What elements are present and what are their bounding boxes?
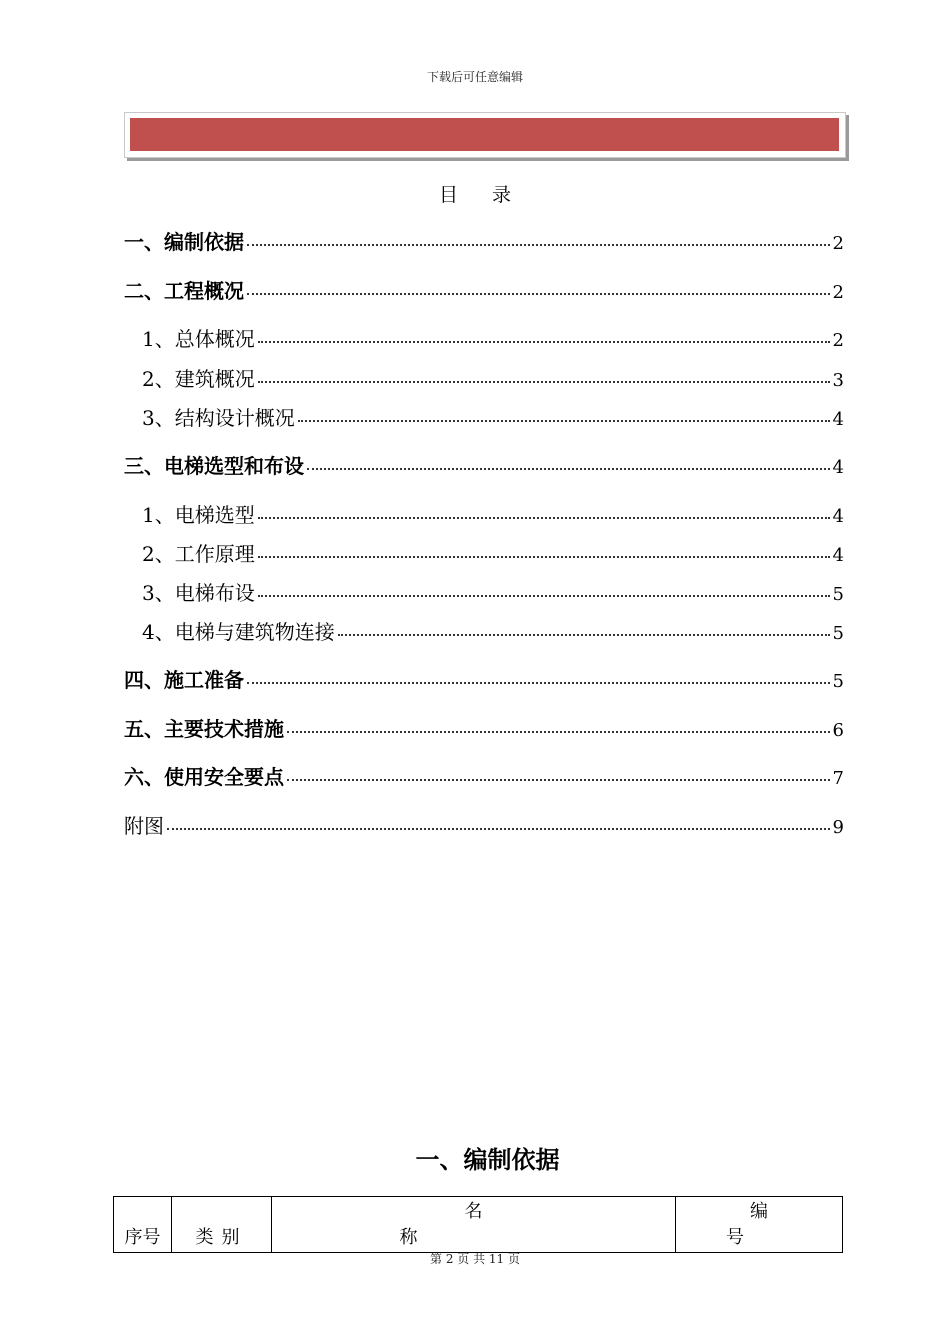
toc-entry-page: 7 bbox=[832, 768, 844, 789]
toc-leader-dots bbox=[258, 517, 830, 519]
toc-leader-dots bbox=[287, 731, 830, 733]
toc-entry[interactable] bbox=[142, 538, 844, 566]
toc-entry[interactable] bbox=[142, 323, 844, 351]
table-header-cell: 类别 bbox=[172, 1197, 272, 1253]
toc-entry-label: 一、编制依据 bbox=[124, 230, 244, 254]
toc-entry[interactable] bbox=[142, 402, 844, 430]
toc-title: 目录 bbox=[438, 184, 545, 206]
toc-entry-label: 四、施工准备 bbox=[124, 668, 244, 692]
toc-leader-dots bbox=[258, 595, 830, 597]
toc-entry[interactable] bbox=[124, 664, 844, 692]
toc-entry-label: 五、主要技术措施 bbox=[124, 717, 284, 741]
toc-entry-label: 2、工作原理 bbox=[142, 542, 255, 566]
title-banner bbox=[124, 112, 846, 158]
toc-entry[interactable] bbox=[124, 761, 844, 789]
toc-leader-dots bbox=[167, 828, 830, 830]
toc-entry-label: 三、电梯选型和布设 bbox=[124, 454, 304, 478]
page-footer-note: 第 2 页 共 11 页 bbox=[430, 1252, 520, 1266]
toc-entry-page: 4 bbox=[832, 506, 844, 527]
toc-entry-page: 5 bbox=[832, 584, 844, 605]
toc-entry-page: 4 bbox=[832, 545, 844, 566]
table-header-cell: 名称 bbox=[272, 1197, 676, 1253]
table-header-row bbox=[114, 1197, 843, 1253]
toc-entry-label: 3、电梯布设 bbox=[142, 581, 255, 605]
toc-entry-page: 6 bbox=[832, 720, 844, 741]
toc-leader-dots bbox=[247, 682, 830, 684]
toc-entry[interactable] bbox=[124, 713, 844, 741]
toc-entry-label: 1、电梯选型 bbox=[142, 503, 255, 527]
toc-leader-dots bbox=[247, 293, 830, 295]
toc-leader-dots bbox=[247, 244, 830, 246]
toc-entry[interactable] bbox=[124, 450, 844, 478]
table-header-cell: 编号 bbox=[676, 1197, 843, 1253]
toc-entry[interactable] bbox=[142, 577, 844, 605]
toc-leader-dots bbox=[258, 341, 830, 343]
toc-leader-dots bbox=[307, 468, 830, 470]
toc-entry-page: 5 bbox=[832, 623, 844, 644]
page-header-note: 下载后可任意编辑 bbox=[426, 70, 523, 84]
toc-entry-page: 2 bbox=[832, 282, 844, 303]
toc-entry-page: 4 bbox=[832, 409, 844, 430]
toc-entry-label: 1、总体概况 bbox=[142, 327, 255, 351]
toc-leader-dots bbox=[287, 779, 830, 781]
toc-entry-label: 六、使用安全要点 bbox=[124, 765, 284, 789]
toc-entry-label: 二、工程概况 bbox=[124, 279, 244, 303]
toc-entry-page: 2 bbox=[832, 233, 844, 254]
toc-entry-page: 3 bbox=[832, 370, 844, 391]
toc-entry-label: 4、电梯与建筑物连接 bbox=[142, 620, 335, 644]
toc-entry[interactable] bbox=[142, 616, 844, 644]
title-banner-fill bbox=[130, 118, 839, 151]
toc-entry[interactable] bbox=[124, 810, 844, 838]
section-heading: 一、编制依据 bbox=[415, 1146, 560, 1174]
basis-table bbox=[113, 1196, 843, 1253]
toc-entry[interactable] bbox=[124, 275, 844, 303]
toc-leader-dots bbox=[338, 634, 830, 636]
table-header-cell: 序号 bbox=[114, 1197, 172, 1253]
toc-entry-page: 5 bbox=[832, 671, 844, 692]
toc-entry[interactable] bbox=[124, 226, 844, 254]
toc-entry-page: 2 bbox=[832, 330, 844, 351]
toc-entry[interactable] bbox=[142, 363, 844, 391]
toc-entry-label: 附图 bbox=[124, 814, 164, 838]
toc-leader-dots bbox=[258, 381, 830, 383]
toc-leader-dots bbox=[298, 420, 830, 422]
toc-entry-label: 2、建筑概况 bbox=[142, 367, 255, 391]
toc-entry[interactable] bbox=[142, 499, 844, 527]
toc-entry-page: 9 bbox=[832, 817, 844, 838]
toc-leader-dots bbox=[258, 556, 830, 558]
toc-entry-label: 3、结构设计概况 bbox=[142, 406, 295, 430]
toc-entry-page: 4 bbox=[832, 457, 844, 478]
